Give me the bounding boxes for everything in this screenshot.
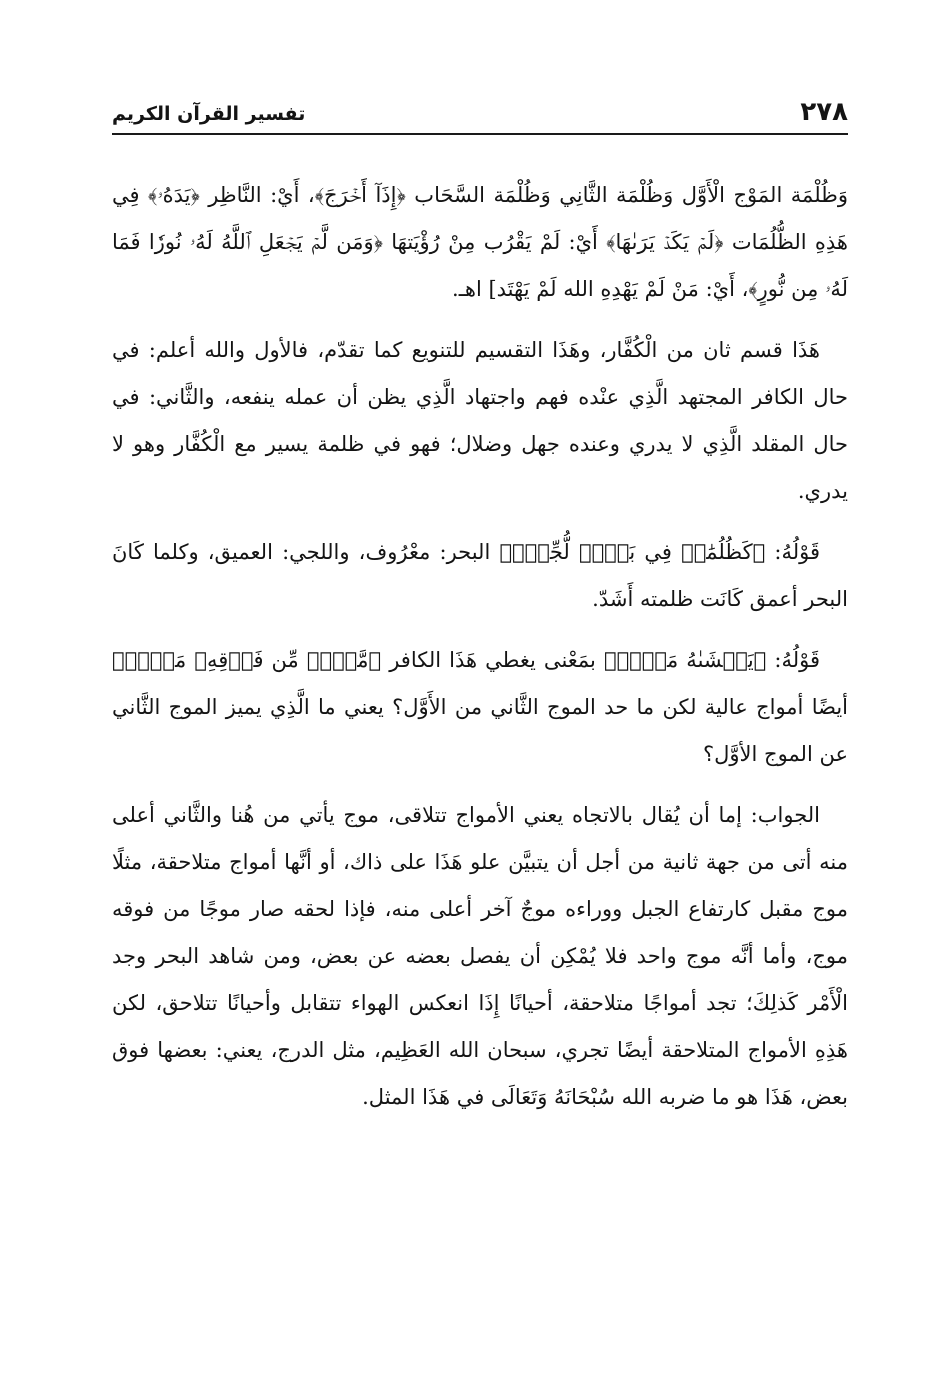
paragraph-4: قَوْلُهُ: ﴿يَغۡشَىٰهُ مَوۡجٞ﴾ بمَعْنى يغطي هَذَا الكافر ﴿مَّوۡجٞ مِّن فَوۡقِهِۦ مَوۡجٞ﴾ أيضًا أمواج عالية لكن ما حد الموج الثَّاني من الأَوَّل؟ يعني ما الَّذِي يميز الموج الثَّاني عن الموج الأوَّل؟ (112, 648, 848, 766)
page-header (112, 93, 848, 135)
paragraph-2: هَذَا قسم ثان من الْكُفَّار، وهَذَا التقسيم للتنويع كما تقدّم، فالأول والله أعلم: في حال الكافر المجتهد الَّذِي عنْده فهم واجتهاد الَّذِي يظن أن عمله ينفعه، والثَّاني: في حال المقلد الَّذِي لا يدري وعنده جهل وضلال؛ فهو في ظلمة يسير مع الْكُفَّار وهو لا يدري. (112, 338, 848, 503)
paragraph-5: الجواب: إما أن يُقال بالاتجاه يعني الأمواج تتلاقى، موج يأتي من هُنا والثَّاني أعلى منه أتى من جهة ثانية من أجل أن يتبيَّن علو هَذَا على ذاك، أو أنَّها أمواج متلاحقة، مثلًا موج مقبل كارتفاع الجبل ووراءه موجٌ آخر أعلى منه، فإذا لحقه صار موجًا من فوقه موج، وأما أنَّه موج واحد فلا يُمْكِن أن يفصل بعضه عن بعض، ومن شاهد البحر وجد الْأَمْر كَذلِكَ؛ تجد أمواجًا متلاحقة، أحيانًا إِذَا انعكس الهواء تتقابل وأحيانًا تتلاحق، لكن هَذِهِ الأمواج المتلاحقة أيضًا تجري، سبحان الله العَظِيم، مثل الدرج، يعني: بعضها فوق بعض، هَذَا هو ما ضربه الله سُبْحَانَهُ وَتَعَالَى في هَذَا المثل. (112, 803, 848, 1109)
paragraph-3: قَوْلُهُ: ﴿كَظُلُمَٰتٖ فِي بَحۡرٖ لُّجِّيّٖ﴾ البحر: معْرُوف، واللجي: العميق، وكلما كَانَ البحر أعمق كَانَت ظلمته أَشَدّ. (112, 540, 848, 611)
page-body (112, 172, 848, 1121)
page-number: ٢٧٨ (800, 97, 848, 127)
book-title: تفسير القرآن الكريم (112, 103, 306, 125)
paragraph-1: وَظُلْمَة المَوْج الْأَوَّل وَظُلْمَة الثَّانِي وَظُلْمَة السَّحَاب ﴿إِذَآ أَخۡرَجَ﴾، أَيْ: النَّاظِر ﴿يَدَهُۥ﴾ فِي هَذِهِ الظُّلُمَات ﴿لَمۡ يَكَدۡ يَرَىٰهَا﴾ أَيْ: لَمْ يَقْرُب مِنْ رُؤْيَتهَا ﴿وَمَن لَّمۡ يَجۡعَلِ ٱللَّهُ لَهُۥ نُورٗا فَمَا لَهُۥ مِن نُّورٍ﴾، أَيْ: مَنْ لَمْ يَهْدِهِ الله لَمْ يَهْتَد] اهـ. (112, 183, 848, 301)
